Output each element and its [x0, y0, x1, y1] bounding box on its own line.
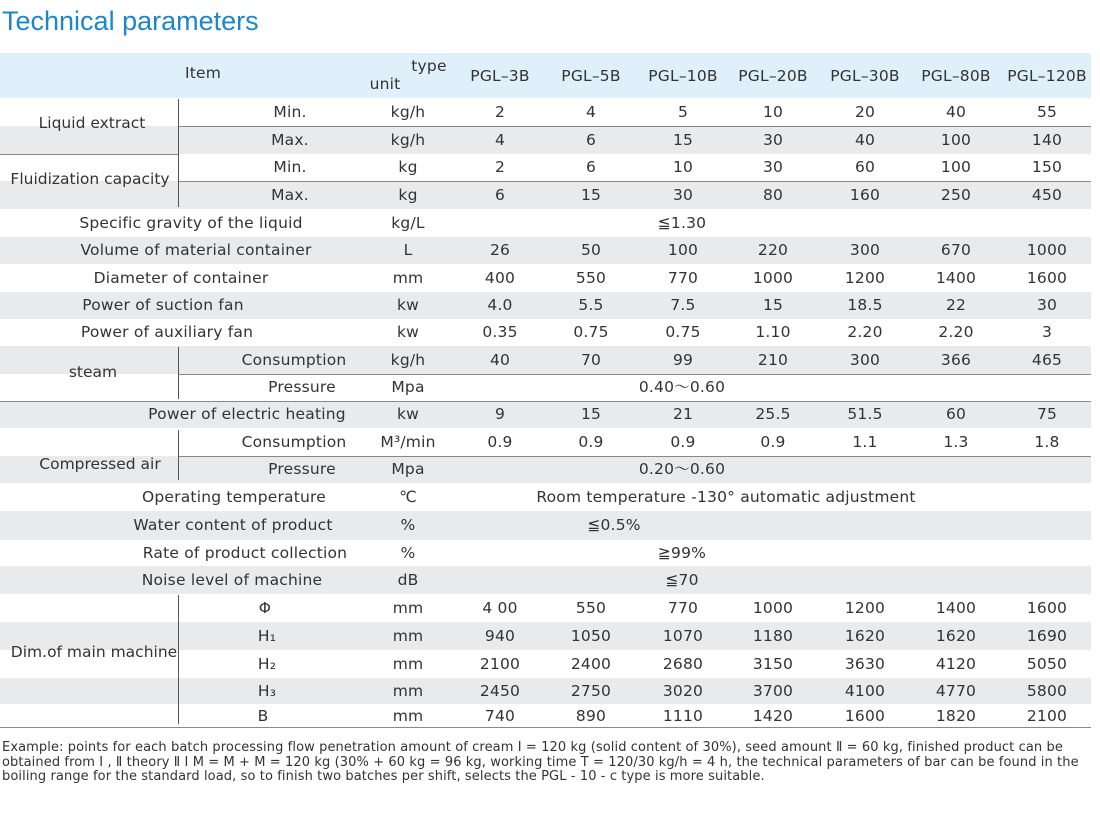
row-value: 0.9: [578, 433, 604, 451]
row-value: 51.5: [847, 405, 883, 423]
row-value: 10: [762, 103, 784, 121]
row-value: 1000: [1026, 241, 1068, 259]
rule-line: [0, 401, 1091, 402]
row-value: 60: [854, 158, 876, 176]
row-value: 0.9: [487, 433, 513, 451]
header-model: PGL–30B: [830, 67, 900, 85]
row-unit: mm: [392, 682, 424, 700]
row-value: 1820: [935, 707, 977, 725]
group-compressed-air: Compressed air: [39, 455, 161, 473]
table-row: [0, 428, 1091, 456]
row-value: 3700: [752, 682, 794, 700]
row-value: 770: [667, 599, 699, 617]
row-value: 3020: [662, 682, 704, 700]
rule-line: [0, 727, 1091, 728]
row-value: 2.20: [938, 323, 974, 341]
row-value: 7.5: [670, 296, 696, 314]
row-value: 15: [580, 186, 602, 204]
row-value: 4.0: [487, 296, 513, 314]
row-value: 20: [854, 103, 876, 121]
table-row: [0, 594, 1091, 622]
row-value: 1050: [570, 627, 612, 645]
row-value: 4100: [844, 682, 886, 700]
row-value: 670: [940, 241, 972, 259]
row-value: 0.75: [573, 323, 609, 341]
row-label: Specific gravity of the liquid: [79, 214, 303, 232]
row-unit: %: [400, 544, 416, 562]
row-value: 18.5: [847, 296, 883, 314]
row-value: 5.5: [578, 296, 604, 314]
row-value: 1000: [752, 269, 794, 287]
row-value: 890: [575, 707, 607, 725]
row-value: 1.10: [755, 323, 791, 341]
row-value: 250: [940, 186, 972, 204]
row-value: 99: [672, 351, 694, 369]
row-value: 0.9: [670, 433, 696, 451]
table-row: [0, 237, 1091, 264]
row-unit: kg/h: [390, 103, 426, 121]
header-model: PGL–10B: [648, 67, 718, 85]
row-label: B: [257, 707, 269, 725]
row-unit: %: [400, 516, 416, 534]
row-value: 15: [762, 296, 784, 314]
row-value: 100: [940, 131, 972, 149]
table-row: [0, 401, 1091, 428]
row-value: 1000: [752, 599, 794, 617]
table-row: [0, 704, 1091, 728]
header-type: type: [411, 57, 447, 75]
row-value: 0.75: [665, 323, 701, 341]
row-value: 5050: [1026, 655, 1068, 673]
row-value: 220: [757, 241, 789, 259]
row-unit: mm: [392, 627, 424, 645]
row-value: 550: [575, 269, 607, 287]
row-value: 1600: [844, 707, 886, 725]
row-value: 100: [667, 241, 699, 259]
row-value: 4120: [935, 655, 977, 673]
header-item: Item: [184, 64, 222, 82]
row-value: 1690: [1026, 627, 1068, 645]
row-value: 940: [484, 627, 516, 645]
page-title: Technical parameters: [2, 6, 259, 36]
row-label: Power of electric heating: [148, 405, 346, 423]
row-value: 1.3: [943, 433, 969, 451]
row-span-value: 0.40～0.60: [638, 378, 726, 396]
table-row: [0, 292, 1091, 319]
row-value: 160: [849, 186, 881, 204]
row-value: 4: [585, 103, 597, 121]
row-value: 1400: [935, 599, 977, 617]
rule-line: [179, 374, 1091, 375]
row-value: 4: [494, 131, 506, 149]
row-label: Power of auxiliary fan: [80, 323, 254, 341]
row-unit: kg/h: [390, 351, 426, 369]
table-row: [0, 483, 1091, 511]
row-value: 1620: [844, 627, 886, 645]
row-value: 30: [1036, 296, 1058, 314]
row-value: 26: [489, 241, 511, 259]
row-unit: Mpa: [391, 460, 425, 478]
row-label: H₂: [257, 655, 277, 673]
row-value: 770: [667, 269, 699, 287]
row-value: 1600: [1026, 269, 1068, 287]
header-model: PGL–5B: [561, 67, 621, 85]
row-value: 1200: [844, 269, 886, 287]
group-fluidization: Fluidization capacity: [10, 170, 170, 188]
row-value: 300: [849, 241, 881, 259]
row-value: 210: [757, 351, 789, 369]
row-value: 100: [940, 158, 972, 176]
row-value: 5: [677, 103, 689, 121]
header-model: PGL–120B: [1007, 67, 1087, 85]
row-unit: mm: [392, 655, 424, 673]
row-label: Min.: [273, 158, 307, 176]
row-value: 6: [585, 131, 597, 149]
header-model: PGL–3B: [470, 67, 530, 85]
row-value: 450: [1031, 186, 1063, 204]
row-value: 40: [945, 103, 967, 121]
rule-line: [179, 456, 1091, 457]
row-value: 60: [945, 405, 967, 423]
row-value: 4770: [935, 682, 977, 700]
row-value: 1070: [662, 627, 704, 645]
row-value: 1.1: [852, 433, 878, 451]
row-unit: mm: [392, 599, 424, 617]
table-row: [0, 319, 1091, 346]
row-value: 1600: [1026, 599, 1068, 617]
row-label: Diameter of container: [93, 269, 269, 287]
row-label: Pressure: [268, 378, 336, 396]
row-value: 300: [849, 351, 881, 369]
row-label: Consumption: [241, 433, 347, 451]
row-value: 21: [672, 405, 694, 423]
row-value: 2400: [570, 655, 612, 673]
row-value: 0.9: [760, 433, 786, 451]
table-row: [0, 540, 1091, 566]
row-value: 75: [1036, 405, 1058, 423]
row-label: Min.: [273, 103, 307, 121]
header-unit: unit: [369, 75, 401, 93]
row-unit: mm: [392, 707, 424, 725]
row-value: 9: [494, 405, 506, 423]
row-span-value: 0.20～0.60: [638, 460, 726, 478]
row-unit: mm: [392, 269, 424, 287]
row-unit: kw: [396, 405, 420, 423]
row-value: 0.35: [482, 323, 518, 341]
row-value: 2.20: [847, 323, 883, 341]
row-value: 10: [672, 158, 694, 176]
row-value: 2: [494, 158, 506, 176]
table-row: [0, 264, 1091, 292]
row-value: 1.8: [1034, 433, 1060, 451]
row-span-value: Room temperature -130° automatic adjustment: [536, 488, 916, 506]
row-value: 366: [940, 351, 972, 369]
row-unit: dB: [397, 571, 419, 589]
row-value: 40: [854, 131, 876, 149]
row-value: 400: [484, 269, 516, 287]
row-value: 465: [1031, 351, 1063, 369]
row-value: 15: [580, 405, 602, 423]
row-unit: ℃: [399, 488, 417, 506]
row-label: Noise level of machine: [141, 571, 323, 589]
group-steam: steam: [68, 363, 118, 381]
row-unit: kw: [396, 296, 420, 314]
rule-line: [0, 154, 179, 155]
header-row: [0, 53, 1091, 98]
row-value: 2: [494, 103, 506, 121]
row-unit: M³/min: [380, 433, 436, 451]
row-label: Max.: [271, 131, 309, 149]
row-value: 6: [585, 158, 597, 176]
row-value: 25.5: [755, 405, 791, 423]
row-value: 2680: [662, 655, 704, 673]
row-unit: kg: [398, 158, 418, 176]
row-value: 40: [489, 351, 511, 369]
table-row: [0, 209, 1091, 237]
row-label: Power of suction fan: [82, 296, 244, 314]
row-span-value: ≦0.5%: [587, 516, 641, 534]
row-value: 3150: [752, 655, 794, 673]
row-value: 70: [580, 351, 602, 369]
row-value: 3630: [844, 655, 886, 673]
row-value: 1200: [844, 599, 886, 617]
row-value: 6: [494, 186, 506, 204]
row-label: Pressure: [268, 460, 336, 478]
header-model: PGL–80B: [921, 67, 991, 85]
rule-line: [179, 181, 1091, 182]
row-label: Max.: [271, 186, 309, 204]
row-value: 50: [580, 241, 602, 259]
row-unit: kg/L: [391, 214, 425, 232]
row-value: 55: [1036, 103, 1058, 121]
row-value: 15: [672, 131, 694, 149]
divider-line: [178, 595, 179, 724]
row-value: 150: [1031, 158, 1063, 176]
row-unit: L: [403, 241, 413, 259]
group-dim: Dim.of main machine: [10, 643, 178, 661]
table-row: [0, 566, 1091, 594]
table-row: [0, 678, 1091, 704]
row-unit: kg: [398, 186, 418, 204]
row-unit: kg/h: [390, 131, 426, 149]
row-value: 2100: [1026, 707, 1068, 725]
row-value: 30: [762, 158, 784, 176]
row-label: Operating temperature: [141, 488, 327, 506]
row-value: 1110: [662, 707, 704, 725]
row-value: 30: [762, 131, 784, 149]
row-span-value: ≧99%: [657, 544, 707, 562]
row-value: 80: [762, 186, 784, 204]
divider-line: [178, 347, 179, 399]
table-row: [0, 511, 1091, 540]
row-value: 22: [945, 296, 967, 314]
row-span-value: ≦1.30: [657, 214, 707, 232]
row-value: 2450: [479, 682, 521, 700]
row-value: 5800: [1026, 682, 1068, 700]
row-label: Rate of product collection: [142, 544, 348, 562]
row-label: H₃: [257, 682, 277, 700]
header-model: PGL–20B: [738, 67, 808, 85]
row-label: Consumption: [241, 351, 347, 369]
row-label: Volume of material container: [80, 241, 312, 259]
row-value: 4 00: [482, 599, 518, 617]
row-value: 550: [575, 599, 607, 617]
row-value: 740: [484, 707, 516, 725]
row-value: 3: [1041, 323, 1053, 341]
row-value: 1400: [935, 269, 977, 287]
row-unit: kw: [396, 323, 420, 341]
row-label: Water content of product: [133, 516, 333, 534]
row-value: 1180: [752, 627, 794, 645]
group-liquid-extract: Liquid extract: [38, 114, 146, 132]
row-span-value: ≦70: [665, 571, 699, 589]
row-unit: Mpa: [391, 378, 425, 396]
row-value: 2100: [479, 655, 521, 673]
row-value: 140: [1031, 131, 1063, 149]
row-value: 2750: [570, 682, 612, 700]
row-label: H₁: [257, 627, 277, 645]
row-label: Φ: [258, 599, 272, 617]
row-value: 30: [672, 186, 694, 204]
rule-line: [179, 126, 1091, 127]
row-value: 1620: [935, 627, 977, 645]
row-value: 1420: [752, 707, 794, 725]
divider-line: [178, 99, 179, 207]
divider-line: [178, 430, 179, 480]
example-note: Example: points for each batch processing flow penetration amount of cream Ⅰ = 120 kg (solid content of 30%), seed amount Ⅱ = 60 kg, finished product can be obtained from Ⅰ , Ⅱ theory Ⅱ Ⅰ M = M + M = 120 kg (30% + 60 kg = 96 kg, working time T = 120/30 kg/h = 4 h, the technical parameters of bar can be found in the boiling range for the standard load, so to finish two batches per shift, selects the PGL - 10 - c type is more suitable.: [2, 740, 1079, 784]
